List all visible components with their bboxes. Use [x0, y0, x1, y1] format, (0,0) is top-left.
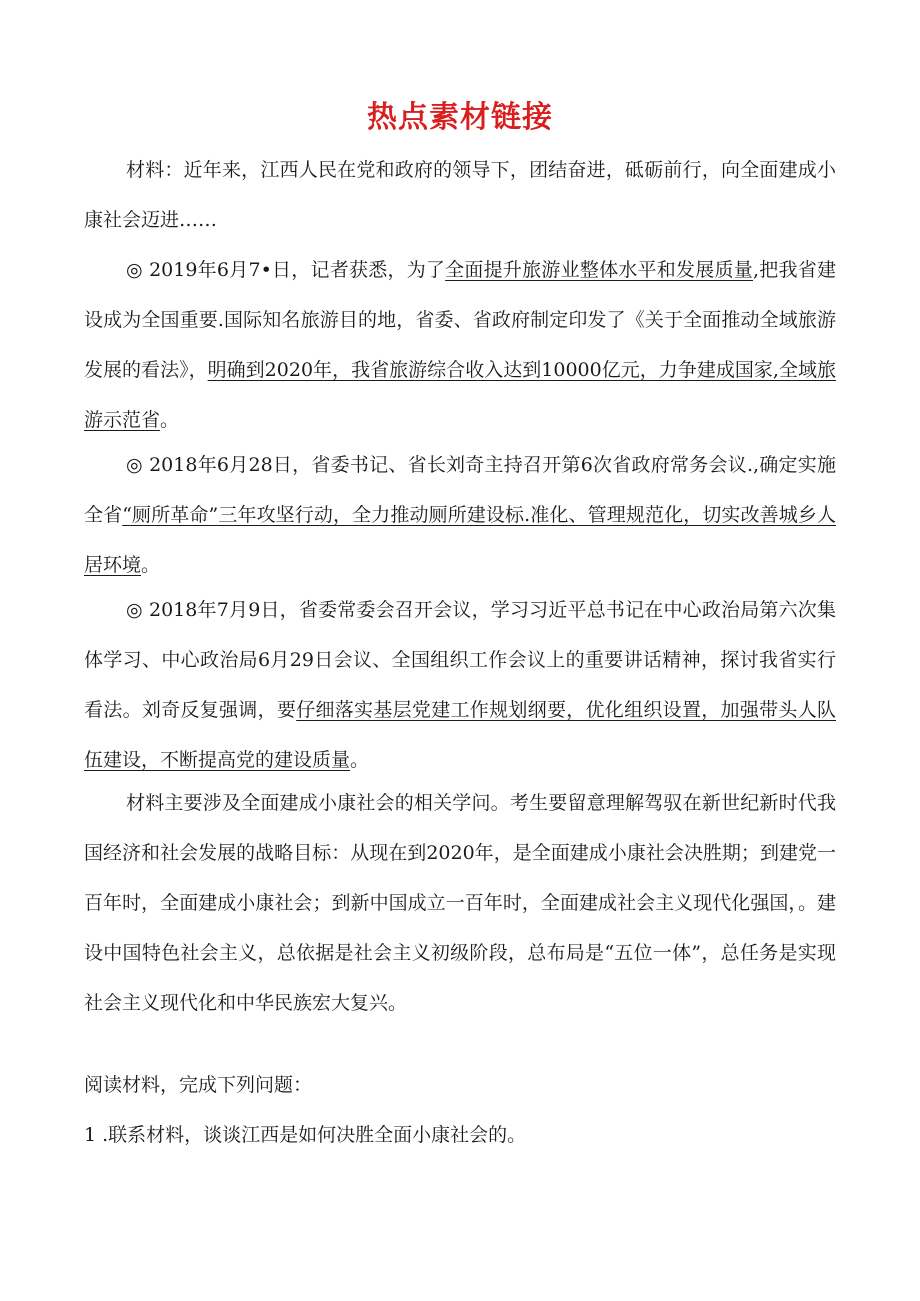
item-1-underline-1: 全面提升旅游业整体水平和发展质量 [445, 259, 753, 281]
material-item-3 [84, 585, 836, 785]
item-1-text-3: 。 [160, 409, 180, 431]
item-3-text-2: 。 [350, 749, 370, 771]
item-1-text-1: ◎ 2019年6月7•日，记者获悉，为了 [126, 259, 446, 281]
item-2-text-2: 。 [141, 554, 161, 576]
intro-paragraph: 材料：近年来，江西人民在党和政府的领导下，团结奋进，砥砺前行，向全面建成小康社会迈进…… [84, 159, 836, 231]
item-3-text-1: ◎ 2018年7月9日，省委常委会召开会议，学习习近平总书记在中心政治局第六次集体学习、中心政治局6月29日会议、全国组织工作会议上的重要讲话精神，探讨我省实行看法。刘奇反复强调，要 [84, 599, 836, 721]
item-2-text-1: ◎ 2018年6月28日，省委书记、省长刘奇主持召开第6次省政府常务会议.,确定实施全省 [84, 454, 836, 526]
item-1-underline-2: 明确到2020年，我省旅游综合收入达到10000亿元，力争建成国家,全域旅游示范省 [84, 359, 836, 431]
item-3-underline-1: 仔细落实基层党建工作规划纲要，优化组织设置，加强带头人队伍建设，不断提高党的建设质量 [84, 699, 836, 771]
reading-prompt: 阅读材料，完成下列问题： [84, 1074, 313, 1096]
summary-paragraph: 材料主要涉及全面建成小康社会的相关学问。考生要留意理解驾驭在新世纪新时代我国经济和社会发展的战略目标：从现在到2020年，是全面建成小康社会决胜期；到建党一百年时，全面建成小康社会；到新中国成立一百年时，全面建成社会主义现代化强国，。建设中国特色社会主义，总依据是社会主义初级阶段，总布局是“五位一体”，总任务是实现社会主义现代化和中华民族宏大复兴。 [84, 792, 836, 1014]
material-item-2 [84, 440, 836, 590]
item-1-text-2: ,把我省建设成为全国重要.国际知名旅游目的地，省委、省政府制定印发了《关于全面推动全域旅游发展的看法》， [84, 259, 836, 381]
question-1: 1 .联系材料，谈谈江西是如何决胜全面小康社会的。 [84, 1124, 527, 1146]
material-item-1 [84, 245, 836, 445]
page-title: 热点素材链接 [367, 100, 553, 135]
item-2-underline-1: “厕所革命”三年攻坚行动，全力推动厕所建设标.准化、管理规范化，切实改善城乡人居环境 [84, 504, 836, 576]
